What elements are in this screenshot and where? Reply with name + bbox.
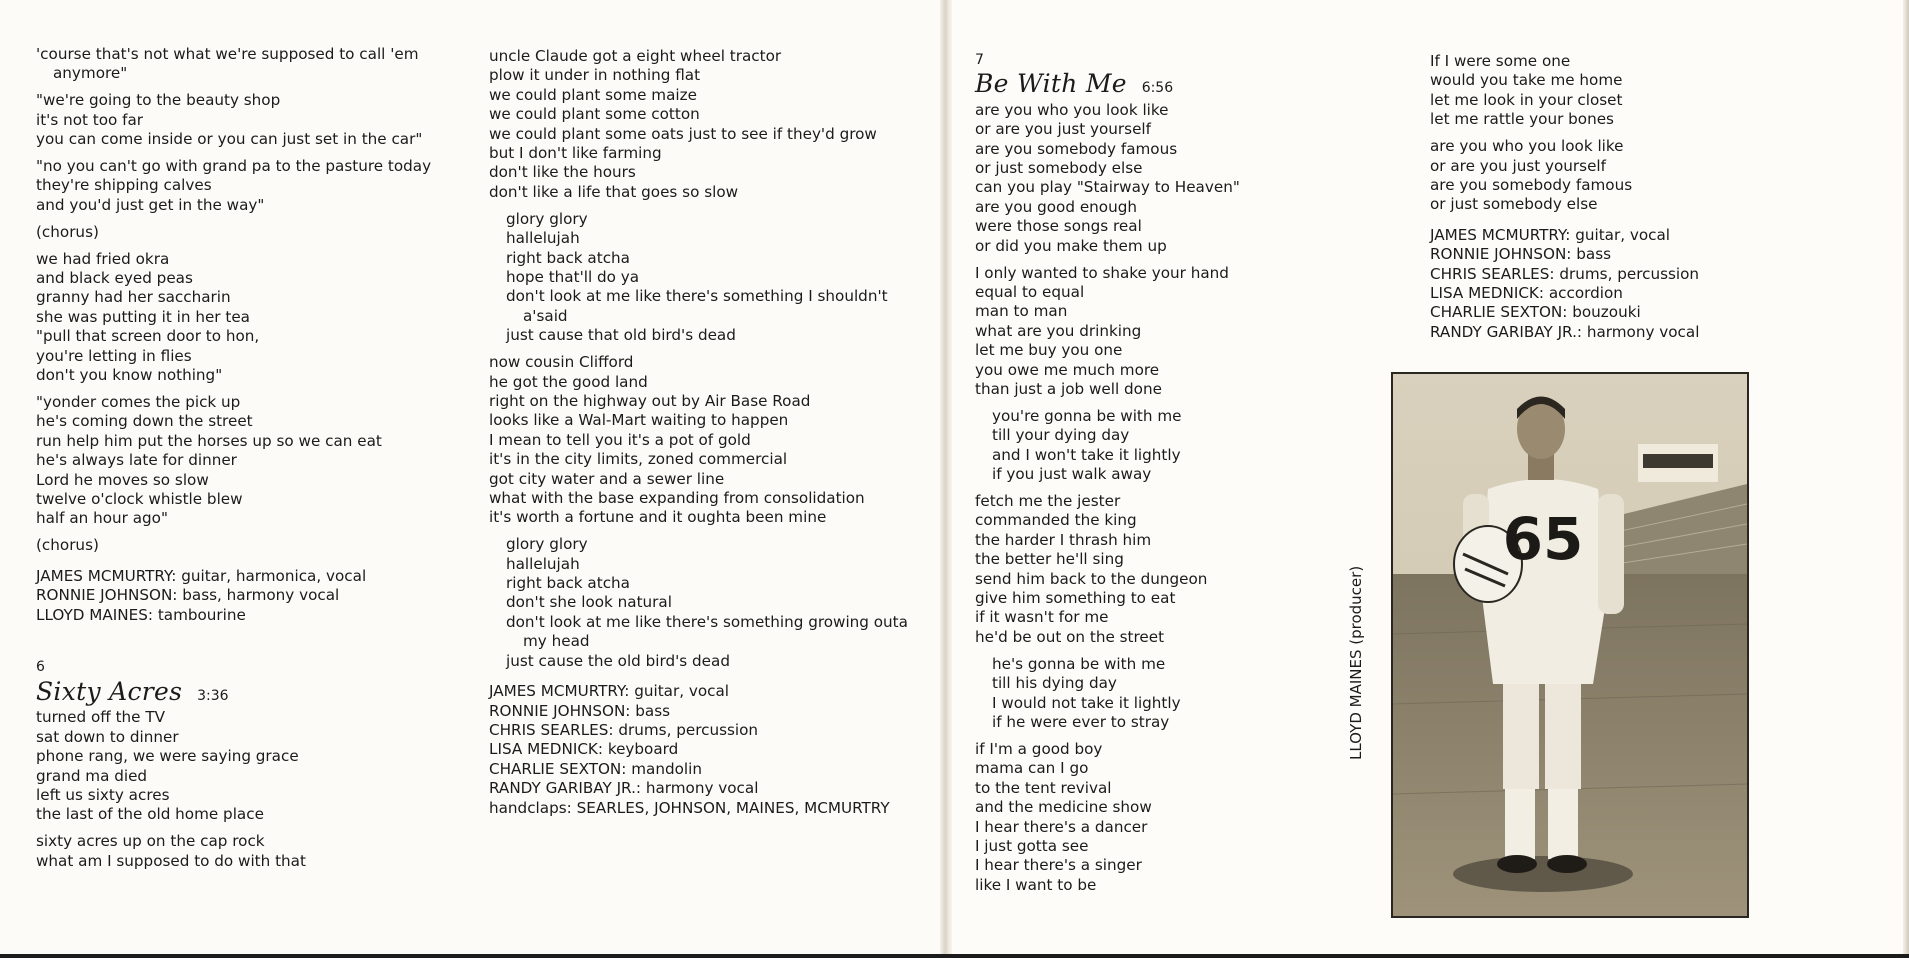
track-title: Be With Me (975, 69, 1127, 99)
lyric-line: they're shipping calves (36, 176, 212, 195)
lyric-line: don't you know nothing" (36, 366, 223, 385)
lyric-line: my head (523, 632, 590, 651)
chorus (489, 535, 929, 671)
lyric-line: I mean to tell you it's a pot of gold (489, 430, 751, 449)
lyric-line: JAMES MCMURTRY: guitar, vocal (1430, 225, 1671, 244)
lyric-line: you owe me much more (975, 360, 1160, 379)
lyric-line: give him something to eat (975, 589, 1176, 608)
lyric-line: you're letting in flies (36, 346, 192, 365)
lyric-line: 'course that's not what we're supposed to call 'em (36, 45, 419, 63)
stanza (975, 740, 1395, 895)
lyric-line: "no you can't go with grand pa to the pasture today (36, 157, 432, 176)
lyric-line: we had fried okra (36, 249, 170, 268)
lyric-line: glory glory (506, 535, 588, 554)
lyric-line: Lord he moves so slow (36, 470, 209, 489)
chorus (975, 655, 1395, 733)
lyric-line: turned off the TV (36, 708, 165, 727)
football-player-icon (1393, 374, 1747, 916)
photo-caption: LLOYD MAINES (producer) (1347, 565, 1365, 760)
lyric-line: the harder I thrash him (975, 530, 1152, 549)
lyric-line: CHARLIE SEXTON: mandolin (489, 759, 702, 778)
lyric-line: let me rattle your bones (1430, 110, 1614, 129)
lyric-line: are you who you look like (1430, 137, 1624, 156)
lyric-line: don't look at me like there's something growing outa (506, 612, 908, 631)
lyric-line: got city water and a sewer line (489, 469, 725, 488)
track-number: 6 (36, 659, 45, 676)
stanza (1430, 137, 1870, 215)
lyric-line: equal to equal (975, 282, 1085, 301)
lyrics-stanzas (1430, 52, 1870, 215)
lyric-line: what with the base expanding from consolidation (489, 488, 865, 507)
lyric-line: and I won't take it lightly (992, 445, 1181, 464)
lyric-line: she was putting it in her tea (36, 307, 250, 326)
lyric-line: I hear there's a singer (975, 856, 1142, 875)
lyric-line: just cause that old bird's dead (506, 326, 736, 345)
lyrics-column-3 (975, 51, 1395, 903)
lyric-line: or did you make them up (975, 236, 1167, 255)
lyrics-stanzas (36, 708, 476, 871)
lyric-line: half an hour ago" (36, 509, 168, 528)
lyric-line: till your dying day (992, 426, 1130, 445)
page-edge (1903, 0, 1909, 958)
stanza (36, 91, 476, 149)
lyric-line: if it wasn't for me (975, 608, 1109, 627)
lyric-line: just cause the old bird's dead (506, 651, 730, 670)
lyric-line: RONNIE JOHNSON: bass, harmony vocal (36, 586, 340, 605)
lyric-line: right back atcha (506, 574, 630, 593)
lyric-line: we could plant some oats just to see if they'd grow (489, 124, 877, 143)
lyric-line: LLOYD MAINES: tambourine (36, 605, 246, 624)
credits-list (489, 682, 929, 818)
lyric-line: RONNIE JOHNSON: bass (489, 701, 671, 720)
lyric-line: LISA MEDNICK: accordion (1430, 283, 1623, 302)
lyric-line: hope that'll do ya (506, 267, 640, 286)
lyrics-stanzas (489, 47, 929, 671)
lyric-line: CHARLIE SEXTON: bouzouki (1430, 303, 1641, 322)
lyric-line: I only wanted to shake your hand (975, 263, 1229, 282)
lyric-line: glory glory (506, 209, 588, 228)
lyric-line: what am I supposed to do with that (36, 851, 306, 870)
book-spine (940, 0, 952, 958)
lyric-line: if you just walk away (992, 465, 1152, 484)
lyric-line: (chorus) (36, 536, 99, 555)
track-credits (36, 567, 476, 625)
lyric-line: and you'd just get in the way" (36, 195, 265, 214)
lyric-line: it's in the city limits, zoned commercial (489, 450, 788, 469)
lyric-line: till his dying day (992, 674, 1117, 693)
lyric-line: can you play "Stairway to Heaven" (975, 178, 1240, 197)
lyric-line: and the medicine show (975, 798, 1152, 817)
lyric-line: "we're going to the beauty shop (36, 91, 281, 110)
lyric-line: he's coming down the street (36, 412, 253, 431)
stanza (36, 157, 476, 215)
chorus-tag (36, 223, 476, 242)
lyric-line: let me look in your closet (1430, 90, 1623, 109)
stanza (489, 47, 929, 202)
lyric-line: he'd be out on the street (975, 627, 1165, 646)
lyric-line: but I don't like farming (489, 144, 662, 163)
lyric-line: like I want to be (975, 875, 1097, 894)
lyric-line: to the tent revival (975, 778, 1112, 797)
lyrics-stanzas (975, 101, 1395, 895)
chorus-tag (36, 536, 476, 555)
track-heading (36, 676, 476, 706)
lyric-line: hallelujah (506, 554, 580, 573)
lyric-line: mama can I go (975, 759, 1089, 778)
lyric-line: than just a job well done (975, 380, 1162, 398)
lyric-line: I just gotta see (975, 836, 1089, 855)
lyric-line: if I'm a good boy (975, 739, 1103, 758)
lyric-line: fetch me the jester (975, 492, 1121, 511)
lyric-line: he's gonna be with me (992, 654, 1166, 673)
lyric-line: were those songs real (975, 217, 1142, 236)
stanza (36, 393, 476, 529)
producer-photo (1391, 372, 1749, 918)
lyric-line: handclaps: SEARLES, JOHNSON, MAINES, MCMURTRY (489, 798, 890, 817)
stanza (975, 492, 1395, 647)
lyric-line: "pull that screen door to hon, (36, 327, 260, 346)
lyric-line: or are you just yourself (975, 120, 1151, 139)
lyric-line: don't like the hours (489, 163, 636, 182)
lyric-line: the better he'll sing (975, 550, 1124, 569)
stanza (489, 353, 929, 528)
lyric-line: or are you just yourself (1430, 156, 1606, 175)
credits-list (36, 567, 476, 625)
stanza (36, 708, 476, 824)
lyric-line: the last of the old home place (36, 805, 264, 824)
lyric-line: run help him put the horses up so we can eat (36, 431, 382, 450)
lyric-line: you can come inside or you can just set in the car" (36, 130, 423, 149)
lyric-line: LISA MEDNICK: keyboard (489, 740, 679, 759)
lyric-line: JAMES MCMURTRY: guitar, vocal (489, 682, 730, 701)
lyric-line: commanded the king (975, 511, 1137, 530)
lyric-line: granny had her saccharin (36, 288, 231, 307)
lyric-line: let me buy you one (975, 341, 1123, 360)
jersey-number: 65 (1502, 505, 1584, 573)
stanza (975, 101, 1395, 256)
lyric-line: don't look at me like there's something I shouldn't (506, 287, 888, 306)
lyric-line: he got the good land (489, 372, 648, 391)
lyric-line: now cousin Clifford (489, 353, 634, 372)
lyric-line: don't like a life that goes so slow (489, 182, 739, 201)
lyric-line: right back atcha (506, 248, 630, 267)
lyric-line: grand ma died (36, 766, 148, 785)
lyric-line: a'said (523, 306, 568, 325)
lyric-line: what are you drinking (975, 321, 1142, 340)
lyric-line: man to man (975, 302, 1068, 321)
lyric-line: we could plant some maize (489, 85, 697, 104)
lyric-line: CHRIS SEARLES: drums, percussion (1430, 264, 1700, 283)
lyric-line: I hear there's a dancer (975, 817, 1148, 836)
lyric-line: don't she look natural (506, 593, 672, 612)
lyric-line: sixty acres up on the cap rock (36, 832, 265, 851)
stanza (36, 832, 476, 871)
lyric-line: (chorus) (36, 222, 99, 241)
lyric-line: it's not too far (36, 110, 144, 129)
stanza (975, 264, 1395, 400)
track-heading (975, 69, 1395, 99)
lyric-line: RONNIE JOHNSON: bass (1430, 245, 1612, 264)
lyrics-stanzas (36, 45, 476, 556)
lyric-line: are you somebody famous (1430, 175, 1633, 194)
lyric-line: it's worth a fortune and it oughta been mine (489, 508, 827, 527)
lyric-line: JAMES MCMURTRY: guitar, harmonica, vocal (36, 566, 367, 585)
lyrics-column-2 (489, 47, 929, 825)
lyric-line: phone rang, we were saying grace (36, 747, 299, 766)
lyrics-column-1 (36, 45, 476, 879)
chorus (489, 210, 929, 346)
lyric-line: "yonder comes the pick up (36, 393, 241, 411)
track-credits (489, 682, 929, 818)
lyric-line: CHRIS SEARLES: drums, percussion (489, 720, 759, 739)
lyrics-column-4 (1430, 52, 1870, 350)
lyric-line: are you who you look like (975, 100, 1169, 119)
lyric-line: I would not take it lightly (992, 693, 1181, 712)
credits-list (1430, 226, 1870, 342)
lyric-line: we could plant some cotton (489, 105, 700, 124)
lyric-line: anymore" (53, 64, 128, 83)
lyric-line: twelve o'clock whistle blew (36, 490, 243, 509)
lyric-line: you're gonna be with me (992, 406, 1182, 425)
lyric-line: or just somebody else (975, 159, 1143, 178)
track-time: 3:36 (197, 687, 229, 704)
lyric-line: left us sixty acres (36, 785, 170, 804)
lyric-line: If I were some one (1430, 52, 1571, 70)
lyric-line: send him back to the dungeon (975, 569, 1208, 588)
lyric-line: are you somebody famous (975, 139, 1178, 158)
track-number: 7 (975, 52, 984, 68)
lyric-line: uncle Claude got a eight wheel tractor (489, 47, 782, 65)
lyric-line: and black eyed peas (36, 269, 193, 288)
lyric-line: or just somebody else (1430, 195, 1598, 214)
track-credits (1430, 226, 1870, 342)
lyric-line: looks like a Wal-Mart waiting to happen (489, 411, 789, 430)
chorus (975, 407, 1395, 485)
stanza (36, 250, 476, 386)
lyric-line: right on the highway out by Air Base Road (489, 391, 811, 410)
track-time: 6:56 (1141, 80, 1174, 97)
bottom-edge (0, 954, 1909, 958)
lyric-line: he's always late for dinner (36, 451, 237, 470)
lyric-line: RANDY GARIBAY JR.: harmony vocal (489, 779, 759, 798)
lyric-line: hallelujah (506, 229, 580, 248)
lyric-line: RANDY GARIBAY JR.: harmony vocal (1430, 322, 1700, 341)
lyric-line: sat down to dinner (36, 727, 179, 746)
stanza (36, 45, 476, 84)
lyric-line: plow it under in nothing flat (489, 66, 701, 85)
lyric-line: if he were ever to stray (992, 713, 1170, 731)
track-title: Sixty Acres (36, 676, 183, 706)
stanza (1430, 52, 1870, 130)
lyric-line: are you good enough (975, 197, 1137, 216)
lyric-line: would you take me home (1430, 71, 1623, 90)
